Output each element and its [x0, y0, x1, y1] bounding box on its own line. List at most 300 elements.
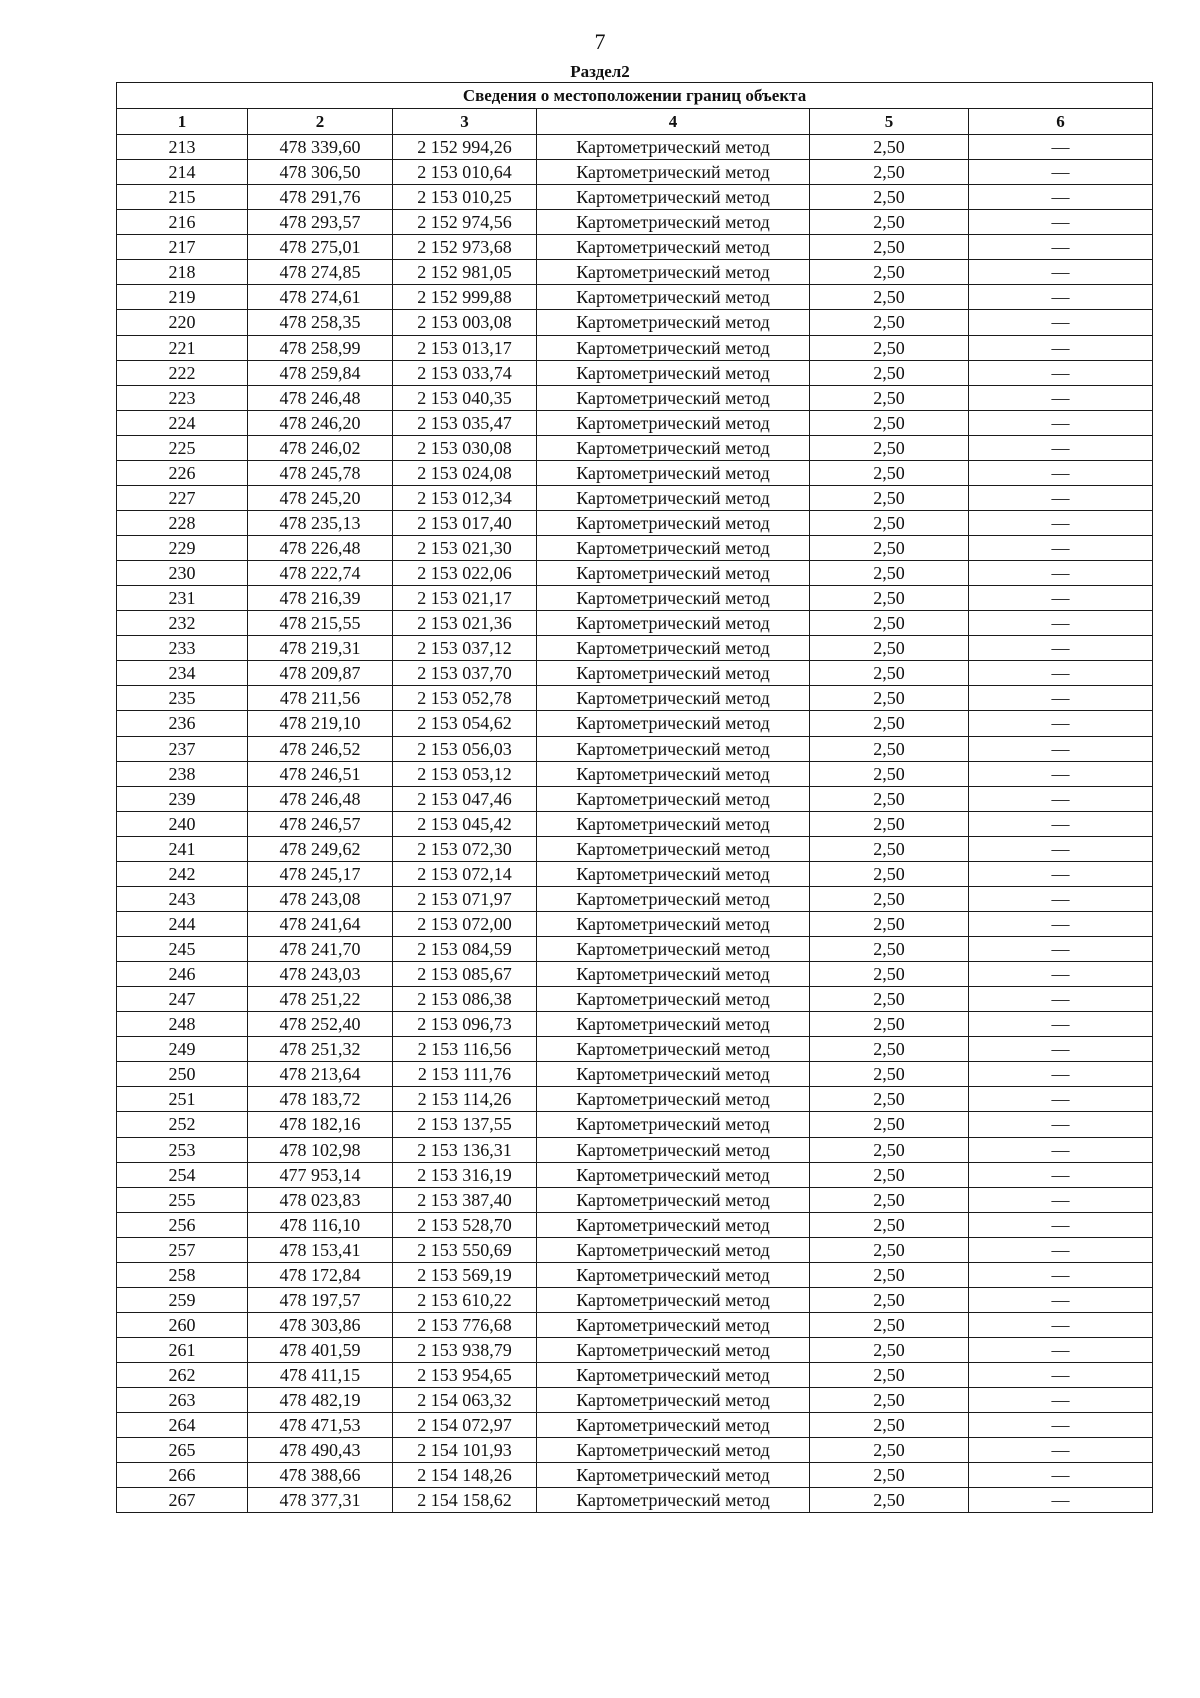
table-row	[117, 1262, 1153, 1287]
method-cell: Картометрический метод	[537, 561, 810, 586]
table-row	[117, 360, 1153, 385]
method-cell: Картометрический метод	[537, 310, 810, 335]
accuracy-cell: 2,50	[810, 135, 969, 160]
description-cell: —	[969, 611, 1153, 636]
point-number-cell: 261	[117, 1338, 248, 1363]
description-cell: —	[969, 962, 1153, 987]
point-number-cell: 237	[117, 736, 248, 761]
table-row	[117, 310, 1153, 335]
x-coordinate-cell: 478 388,66	[248, 1463, 393, 1488]
accuracy-cell: 2,50	[810, 736, 969, 761]
description-cell: —	[969, 1212, 1153, 1237]
description-cell: —	[969, 1112, 1153, 1137]
accuracy-cell: 2,50	[810, 1137, 969, 1162]
x-coordinate-cell: 478 259,84	[248, 360, 393, 385]
point-number-cell: 235	[117, 686, 248, 711]
table-row	[117, 911, 1153, 936]
table-row	[117, 786, 1153, 811]
point-number-cell: 224	[117, 410, 248, 435]
y-coordinate-cell: 2 153 550,69	[393, 1237, 537, 1262]
method-cell: Картометрический метод	[537, 1137, 810, 1162]
method-cell: Картометрический метод	[537, 611, 810, 636]
y-coordinate-cell: 2 153 528,70	[393, 1212, 537, 1237]
method-cell: Картометрический метод	[537, 135, 810, 160]
accuracy-cell: 2,50	[810, 661, 969, 686]
description-cell: —	[969, 536, 1153, 561]
y-coordinate-cell: 2 153 052,78	[393, 686, 537, 711]
description-cell: —	[969, 736, 1153, 761]
point-number-cell: 256	[117, 1212, 248, 1237]
table-row	[117, 861, 1153, 886]
accuracy-cell: 2,50	[810, 861, 969, 886]
description-cell: —	[969, 811, 1153, 836]
method-cell: Картометрический метод	[537, 1112, 810, 1137]
y-coordinate-cell: 2 153 021,36	[393, 611, 537, 636]
y-coordinate-cell: 2 154 101,93	[393, 1438, 537, 1463]
table-row	[117, 1212, 1153, 1237]
x-coordinate-cell: 478 246,57	[248, 811, 393, 836]
method-cell: Картометрический метод	[537, 1287, 810, 1312]
x-coordinate-cell: 478 197,57	[248, 1287, 393, 1312]
y-coordinate-cell: 2 153 035,47	[393, 410, 537, 435]
point-number-cell: 244	[117, 911, 248, 936]
y-coordinate-cell: 2 152 973,68	[393, 235, 537, 260]
point-number-cell: 262	[117, 1363, 248, 1388]
x-coordinate-cell: 478 153,41	[248, 1237, 393, 1262]
table-row	[117, 937, 1153, 962]
x-coordinate-cell: 478 303,86	[248, 1312, 393, 1337]
table-row	[117, 1137, 1153, 1162]
y-coordinate-cell: 2 153 938,79	[393, 1338, 537, 1363]
y-coordinate-cell: 2 153 024,08	[393, 460, 537, 485]
table-row	[117, 987, 1153, 1012]
accuracy-cell: 2,50	[810, 1012, 969, 1037]
point-number-cell: 236	[117, 711, 248, 736]
table-row	[117, 761, 1153, 786]
x-coordinate-cell: 478 306,50	[248, 160, 393, 185]
description-cell: —	[969, 435, 1153, 460]
table-row	[117, 886, 1153, 911]
description-cell: —	[969, 1388, 1153, 1413]
point-number-cell: 259	[117, 1287, 248, 1312]
description-cell: —	[969, 235, 1153, 260]
table-row	[117, 410, 1153, 435]
y-coordinate-cell: 2 153 569,19	[393, 1262, 537, 1287]
description-cell: —	[969, 160, 1153, 185]
description-cell: —	[969, 1413, 1153, 1438]
method-cell: Картометрический метод	[537, 360, 810, 385]
table-row	[117, 1187, 1153, 1212]
x-coordinate-cell: 478 226,48	[248, 536, 393, 561]
table-row	[117, 435, 1153, 460]
accuracy-cell: 2,50	[810, 385, 969, 410]
point-number-cell: 252	[117, 1112, 248, 1137]
y-coordinate-cell: 2 153 096,73	[393, 1012, 537, 1037]
accuracy-cell: 2,50	[810, 686, 969, 711]
method-cell: Картометрический метод	[537, 335, 810, 360]
y-coordinate-cell: 2 152 981,05	[393, 260, 537, 285]
x-coordinate-cell: 478 471,53	[248, 1413, 393, 1438]
table-row	[117, 135, 1153, 160]
y-coordinate-cell: 2 153 111,76	[393, 1062, 537, 1087]
column-header: 1	[117, 109, 248, 135]
y-coordinate-cell: 2 153 040,35	[393, 385, 537, 410]
description-cell: —	[969, 1137, 1153, 1162]
accuracy-cell: 2,50	[810, 310, 969, 335]
table-row	[117, 1037, 1153, 1062]
point-number-cell: 226	[117, 460, 248, 485]
table-row	[117, 836, 1153, 861]
accuracy-cell: 2,50	[810, 1037, 969, 1062]
table-row	[117, 586, 1153, 611]
method-cell: Картометрический метод	[537, 1087, 810, 1112]
table-row	[117, 661, 1153, 686]
point-number-cell: 230	[117, 561, 248, 586]
point-number-cell: 249	[117, 1037, 248, 1062]
description-cell: —	[969, 135, 1153, 160]
table-row	[117, 1012, 1153, 1037]
method-cell: Картометрический метод	[537, 736, 810, 761]
point-number-cell: 218	[117, 260, 248, 285]
description-cell: —	[969, 410, 1153, 435]
table-row	[117, 962, 1153, 987]
x-coordinate-cell: 478 401,59	[248, 1338, 393, 1363]
y-coordinate-cell: 2 153 010,64	[393, 160, 537, 185]
y-coordinate-cell: 2 153 010,25	[393, 185, 537, 210]
accuracy-cell: 2,50	[810, 485, 969, 510]
point-number-cell: 220	[117, 310, 248, 335]
method-cell: Картометрический метод	[537, 861, 810, 886]
accuracy-cell: 2,50	[810, 1312, 969, 1337]
method-cell: Картометрический метод	[537, 235, 810, 260]
x-coordinate-cell: 478 246,48	[248, 385, 393, 410]
point-number-cell: 238	[117, 761, 248, 786]
method-cell: Картометрический метод	[537, 1488, 810, 1513]
x-coordinate-cell: 478 245,78	[248, 460, 393, 485]
description-cell: —	[969, 911, 1153, 936]
column-header: 4	[537, 109, 810, 135]
method-cell: Картометрический метод	[537, 285, 810, 310]
method-cell: Картометрический метод	[537, 1037, 810, 1062]
accuracy-cell: 2,50	[810, 285, 969, 310]
accuracy-cell: 2,50	[810, 1162, 969, 1187]
table-row	[117, 811, 1153, 836]
table-row	[117, 385, 1153, 410]
table-row	[117, 1338, 1153, 1363]
description-cell: —	[969, 1012, 1153, 1037]
description-cell: —	[969, 335, 1153, 360]
accuracy-cell: 2,50	[810, 210, 969, 235]
table-row	[117, 460, 1153, 485]
description-cell: —	[969, 1287, 1153, 1312]
point-number-cell: 243	[117, 886, 248, 911]
method-cell: Картометрический метод	[537, 962, 810, 987]
column-header: 6	[969, 109, 1153, 135]
table-row	[117, 1363, 1153, 1388]
method-cell: Картометрический метод	[537, 786, 810, 811]
point-number-cell: 240	[117, 811, 248, 836]
method-cell: Картометрический метод	[537, 185, 810, 210]
x-coordinate-cell: 478 222,74	[248, 561, 393, 586]
method-cell: Картометрический метод	[537, 886, 810, 911]
x-coordinate-cell: 478 243,08	[248, 886, 393, 911]
y-coordinate-cell: 2 153 021,30	[393, 536, 537, 561]
point-number-cell: 250	[117, 1062, 248, 1087]
table-row	[117, 210, 1153, 235]
table-caption: Сведения о местоположении границ объекта	[117, 83, 1153, 109]
y-coordinate-cell: 2 153 037,70	[393, 661, 537, 686]
x-coordinate-cell: 478 377,31	[248, 1488, 393, 1513]
x-coordinate-cell: 478 245,20	[248, 485, 393, 510]
x-coordinate-cell: 478 182,16	[248, 1112, 393, 1137]
table-row	[117, 1463, 1153, 1488]
table-row	[117, 1162, 1153, 1187]
table-row	[117, 736, 1153, 761]
x-coordinate-cell: 478 274,61	[248, 285, 393, 310]
y-coordinate-cell: 2 153 021,17	[393, 586, 537, 611]
y-coordinate-cell: 2 153 776,68	[393, 1312, 537, 1337]
point-number-cell: 258	[117, 1262, 248, 1287]
table-row	[117, 1112, 1153, 1137]
x-coordinate-cell: 478 116,10	[248, 1212, 393, 1237]
point-number-cell: 241	[117, 836, 248, 861]
method-cell: Картометрический метод	[537, 937, 810, 962]
point-number-cell: 266	[117, 1463, 248, 1488]
accuracy-cell: 2,50	[810, 435, 969, 460]
y-coordinate-cell: 2 153 072,14	[393, 861, 537, 886]
point-number-cell: 231	[117, 586, 248, 611]
accuracy-cell: 2,50	[810, 1463, 969, 1488]
method-cell: Картометрический метод	[537, 1388, 810, 1413]
point-number-cell: 267	[117, 1488, 248, 1513]
y-coordinate-cell: 2 154 158,62	[393, 1488, 537, 1513]
method-cell: Картометрический метод	[537, 210, 810, 235]
table-row	[117, 1413, 1153, 1438]
point-number-cell: 234	[117, 661, 248, 686]
method-cell: Картометрический метод	[537, 811, 810, 836]
point-number-cell: 225	[117, 435, 248, 460]
table-row	[117, 686, 1153, 711]
description-cell: —	[969, 1438, 1153, 1463]
method-cell: Картометрический метод	[537, 711, 810, 736]
description-cell: —	[969, 636, 1153, 661]
y-coordinate-cell: 2 153 012,34	[393, 485, 537, 510]
point-number-cell: 246	[117, 962, 248, 987]
method-cell: Картометрический метод	[537, 987, 810, 1012]
table-row	[117, 335, 1153, 360]
point-number-cell: 215	[117, 185, 248, 210]
accuracy-cell: 2,50	[810, 160, 969, 185]
table-row	[117, 1287, 1153, 1312]
x-coordinate-cell: 478 251,32	[248, 1037, 393, 1062]
method-cell: Картометрический метод	[537, 911, 810, 936]
boundary-coordinates-table	[116, 82, 1153, 1513]
y-coordinate-cell: 2 153 053,12	[393, 761, 537, 786]
accuracy-cell: 2,50	[810, 761, 969, 786]
x-coordinate-cell: 478 241,64	[248, 911, 393, 936]
x-coordinate-cell: 478 213,64	[248, 1062, 393, 1087]
point-number-cell: 265	[117, 1438, 248, 1463]
accuracy-cell: 2,50	[810, 811, 969, 836]
accuracy-cell: 2,50	[810, 235, 969, 260]
method-cell: Картометрический метод	[537, 435, 810, 460]
table-row	[117, 536, 1153, 561]
description-cell: —	[969, 1262, 1153, 1287]
description-cell: —	[969, 937, 1153, 962]
description-cell: —	[969, 285, 1153, 310]
description-cell: —	[969, 360, 1153, 385]
x-coordinate-cell: 478 235,13	[248, 510, 393, 535]
x-coordinate-cell: 478 246,02	[248, 435, 393, 460]
y-coordinate-cell: 2 153 136,31	[393, 1137, 537, 1162]
description-cell: —	[969, 1488, 1153, 1513]
x-coordinate-cell: 478 209,87	[248, 661, 393, 686]
table-row	[117, 260, 1153, 285]
x-coordinate-cell: 478 293,57	[248, 210, 393, 235]
accuracy-cell: 2,50	[810, 410, 969, 435]
point-number-cell: 263	[117, 1388, 248, 1413]
description-cell: —	[969, 1162, 1153, 1187]
y-coordinate-cell: 2 153 137,55	[393, 1112, 537, 1137]
x-coordinate-cell: 478 275,01	[248, 235, 393, 260]
point-number-cell: 254	[117, 1162, 248, 1187]
y-coordinate-cell: 2 154 148,26	[393, 1463, 537, 1488]
x-coordinate-cell: 478 490,43	[248, 1438, 393, 1463]
point-number-cell: 264	[117, 1413, 248, 1438]
x-coordinate-cell: 478 258,99	[248, 335, 393, 360]
y-coordinate-cell: 2 154 063,32	[393, 1388, 537, 1413]
table-caption-row	[117, 83, 1153, 109]
y-coordinate-cell: 2 153 013,17	[393, 335, 537, 360]
y-coordinate-cell: 2 153 085,67	[393, 962, 537, 987]
table-row	[117, 561, 1153, 586]
method-cell: Картометрический метод	[537, 1187, 810, 1212]
description-cell: —	[969, 661, 1153, 686]
method-cell: Картометрический метод	[537, 1438, 810, 1463]
description-cell: —	[969, 886, 1153, 911]
point-number-cell: 232	[117, 611, 248, 636]
y-coordinate-cell: 2 153 022,06	[393, 561, 537, 586]
accuracy-cell: 2,50	[810, 1187, 969, 1212]
table-row	[117, 711, 1153, 736]
accuracy-cell: 2,50	[810, 786, 969, 811]
description-cell: —	[969, 1312, 1153, 1337]
x-coordinate-cell: 478 252,40	[248, 1012, 393, 1037]
y-coordinate-cell: 2 152 999,88	[393, 285, 537, 310]
column-header: 5	[810, 109, 969, 135]
accuracy-cell: 2,50	[810, 586, 969, 611]
description-cell: —	[969, 1037, 1153, 1062]
y-coordinate-cell: 2 153 003,08	[393, 310, 537, 335]
y-coordinate-cell: 2 153 387,40	[393, 1187, 537, 1212]
accuracy-cell: 2,50	[810, 937, 969, 962]
description-cell: —	[969, 786, 1153, 811]
x-coordinate-cell: 478 243,03	[248, 962, 393, 987]
y-coordinate-cell: 2 153 610,22	[393, 1287, 537, 1312]
description-cell: —	[969, 385, 1153, 410]
point-number-cell: 247	[117, 987, 248, 1012]
description-cell: —	[969, 1363, 1153, 1388]
x-coordinate-cell: 478 291,76	[248, 185, 393, 210]
point-number-cell: 245	[117, 937, 248, 962]
page-number: 7	[594, 29, 606, 54]
description-cell: —	[969, 1187, 1153, 1212]
x-coordinate-cell: 478 246,48	[248, 786, 393, 811]
x-coordinate-cell: 478 246,52	[248, 736, 393, 761]
method-cell: Картометрический метод	[537, 260, 810, 285]
accuracy-cell: 2,50	[810, 1338, 969, 1363]
accuracy-cell: 2,50	[810, 260, 969, 285]
method-cell: Картометрический метод	[537, 636, 810, 661]
y-coordinate-cell: 2 153 072,30	[393, 836, 537, 861]
table-row	[117, 510, 1153, 535]
x-coordinate-cell: 478 219,10	[248, 711, 393, 736]
table-row	[117, 185, 1153, 210]
accuracy-cell: 2,50	[810, 836, 969, 861]
accuracy-cell: 2,50	[810, 1237, 969, 1262]
x-coordinate-cell: 478 274,85	[248, 260, 393, 285]
accuracy-cell: 2,50	[810, 1413, 969, 1438]
x-coordinate-cell: 478 258,35	[248, 310, 393, 335]
accuracy-cell: 2,50	[810, 987, 969, 1012]
accuracy-cell: 2,50	[810, 1212, 969, 1237]
description-cell: —	[969, 485, 1153, 510]
point-number-cell: 242	[117, 861, 248, 886]
point-number-cell: 228	[117, 510, 248, 535]
table-header-row	[117, 109, 1153, 135]
y-coordinate-cell: 2 153 316,19	[393, 1162, 537, 1187]
description-cell: —	[969, 987, 1153, 1012]
y-coordinate-cell: 2 153 054,62	[393, 711, 537, 736]
y-coordinate-cell: 2 153 030,08	[393, 435, 537, 460]
y-coordinate-cell: 2 153 084,59	[393, 937, 537, 962]
table-row	[117, 636, 1153, 661]
description-cell: —	[969, 1087, 1153, 1112]
section-title: Раздел2	[570, 62, 630, 81]
x-coordinate-cell: 478 023,83	[248, 1187, 393, 1212]
method-cell: Картометрический метод	[537, 1162, 810, 1187]
x-coordinate-cell: 478 219,31	[248, 636, 393, 661]
accuracy-cell: 2,50	[810, 561, 969, 586]
x-coordinate-cell: 478 246,20	[248, 410, 393, 435]
point-number-cell: 223	[117, 385, 248, 410]
description-cell: —	[969, 586, 1153, 611]
method-cell: Картометрический метод	[537, 661, 810, 686]
point-number-cell: 214	[117, 160, 248, 185]
table-row	[117, 1488, 1153, 1513]
method-cell: Картометрический метод	[537, 536, 810, 561]
x-coordinate-cell: 478 249,62	[248, 836, 393, 861]
method-cell: Картометрический метод	[537, 160, 810, 185]
method-cell: Картометрический метод	[537, 1312, 810, 1337]
x-coordinate-cell: 478 211,56	[248, 686, 393, 711]
description-cell: —	[969, 1338, 1153, 1363]
point-number-cell: 216	[117, 210, 248, 235]
table-row	[117, 1438, 1153, 1463]
point-number-cell: 257	[117, 1237, 248, 1262]
method-cell: Картометрический метод	[537, 686, 810, 711]
method-cell: Картометрический метод	[537, 485, 810, 510]
point-number-cell: 233	[117, 636, 248, 661]
accuracy-cell: 2,50	[810, 1262, 969, 1287]
accuracy-cell: 2,50	[810, 460, 969, 485]
description-cell: —	[969, 1463, 1153, 1488]
accuracy-cell: 2,50	[810, 1363, 969, 1388]
point-number-cell: 239	[117, 786, 248, 811]
table-row	[117, 160, 1153, 185]
method-cell: Картометрический метод	[537, 1463, 810, 1488]
point-number-cell: 221	[117, 335, 248, 360]
